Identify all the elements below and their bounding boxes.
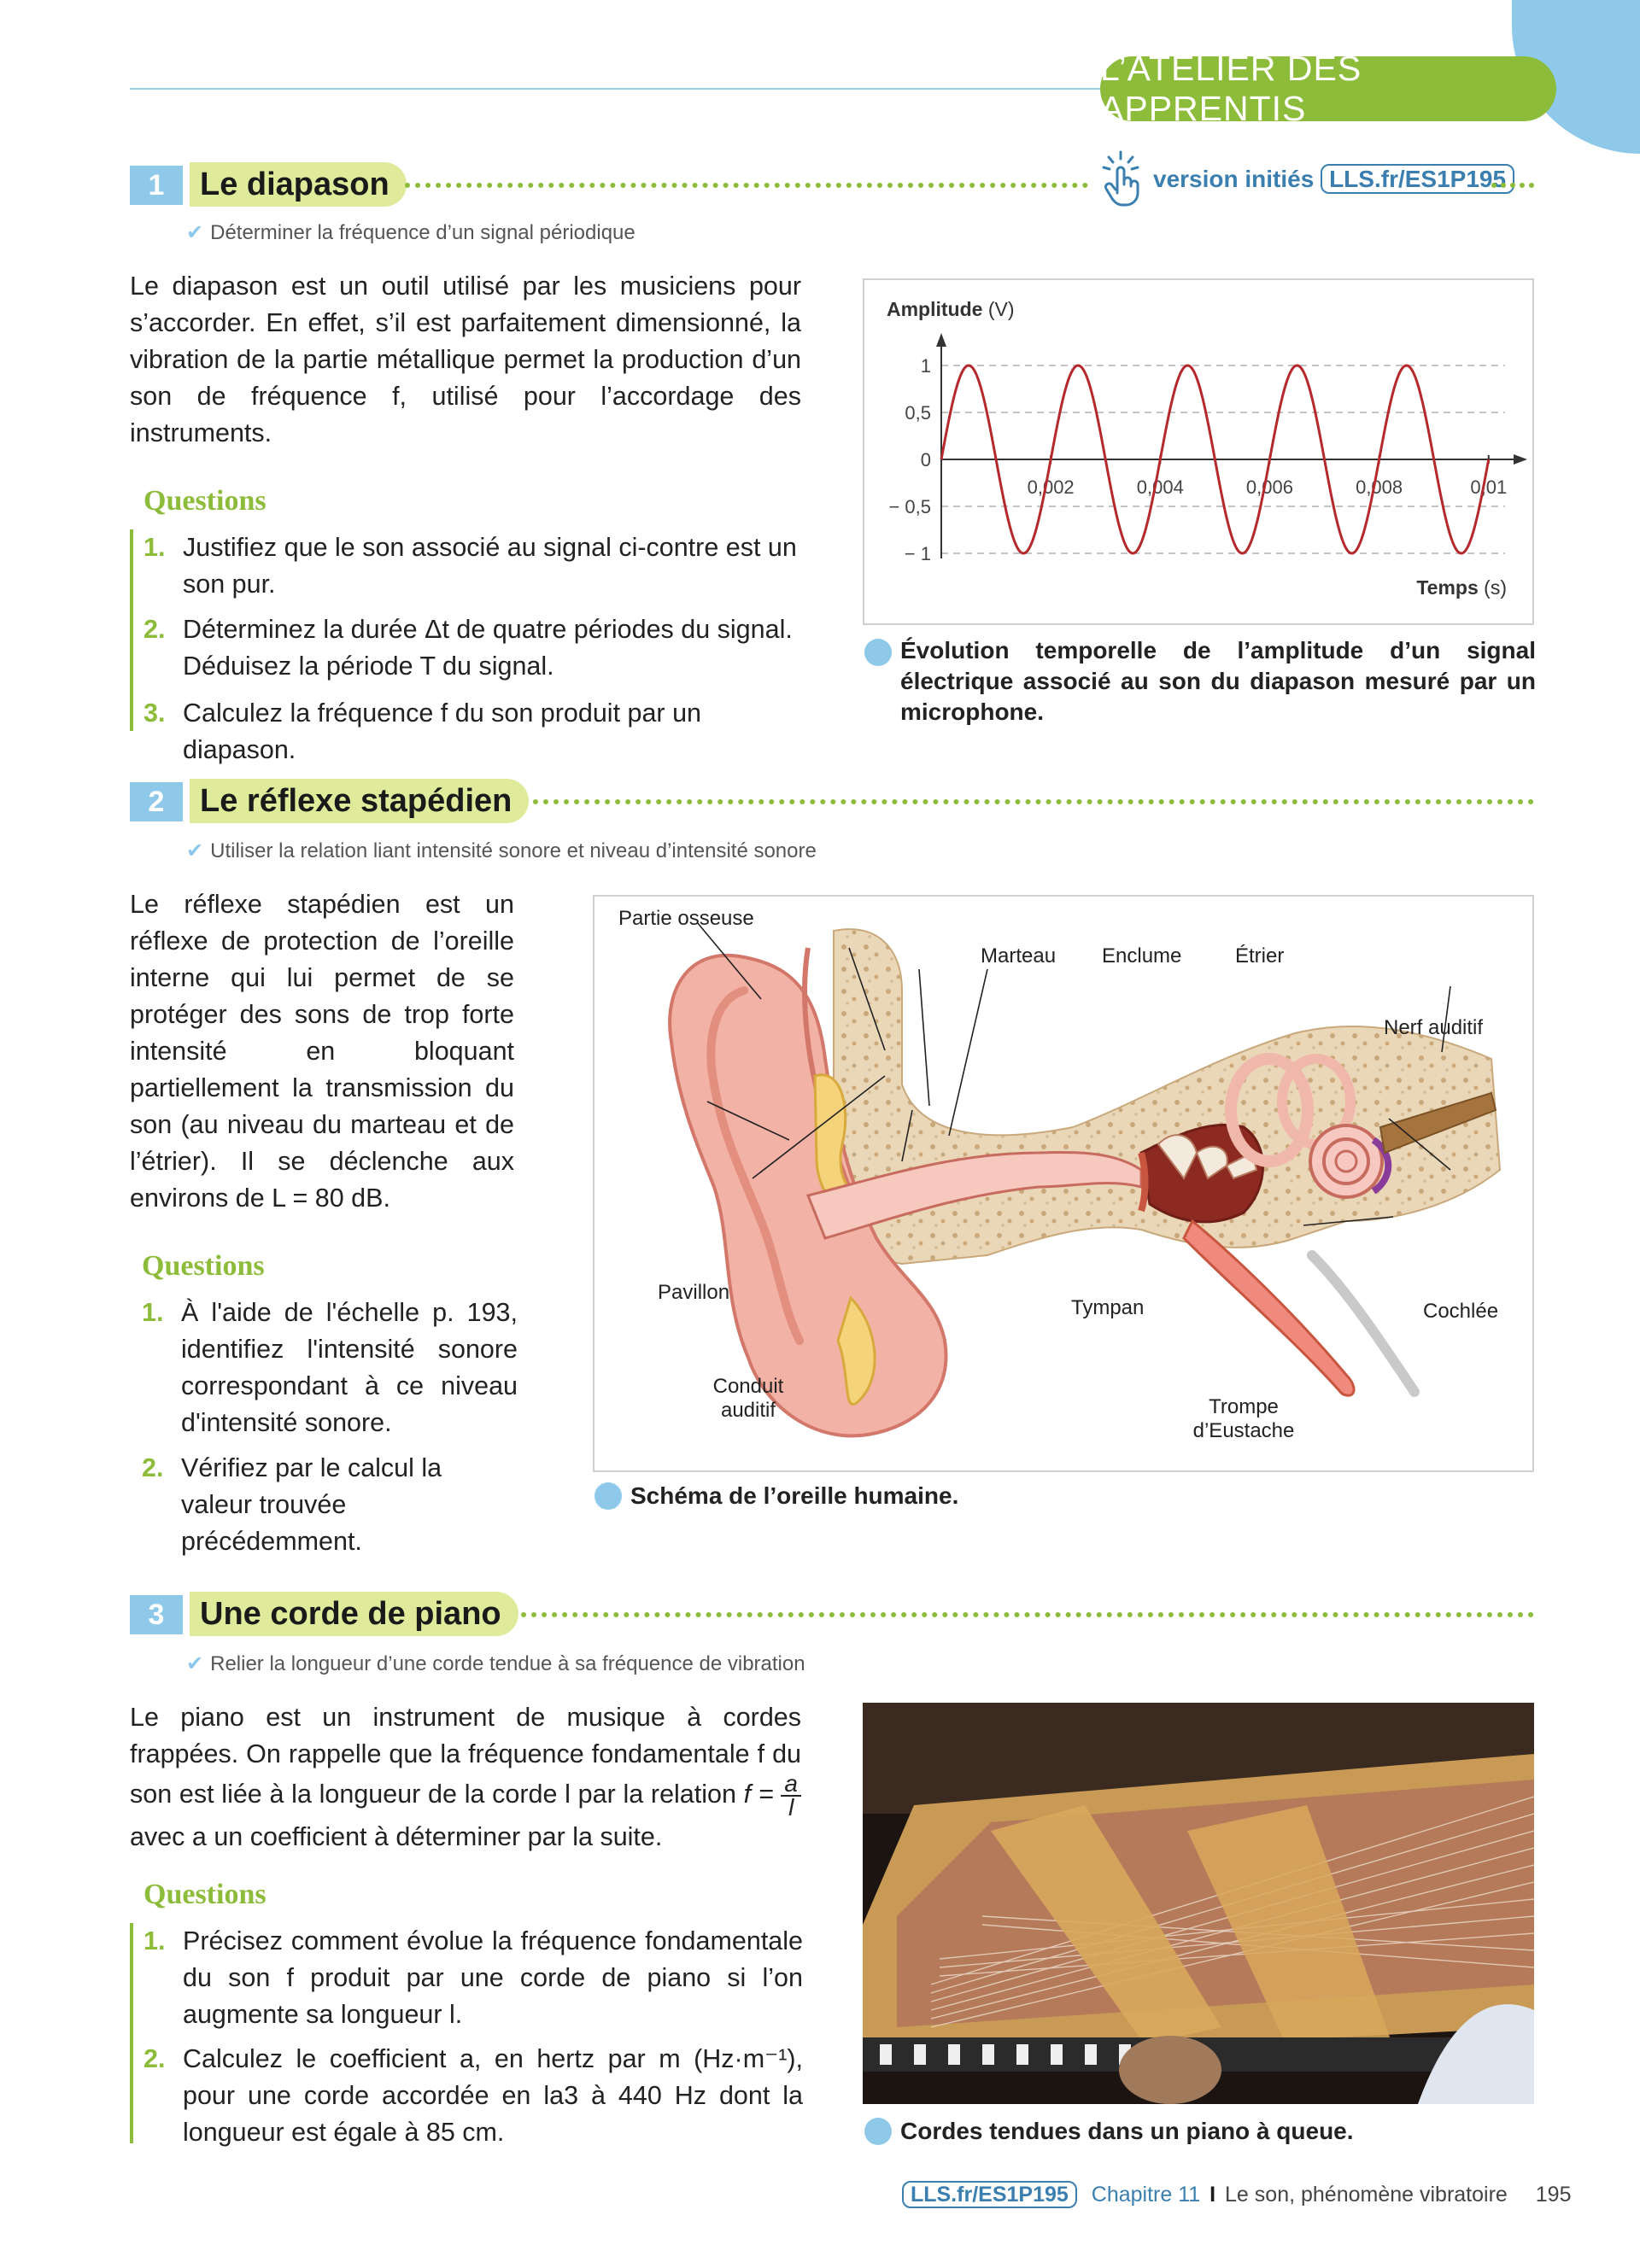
caption-dot xyxy=(864,2118,892,2145)
question-item: 2. Calculez le coefficient a, en hertz par m (Hz·m⁻¹), pour une corde accordée en la3 à 440 Hz dont la longueur est égale à 85 cm. xyxy=(144,2044,803,2147)
y-tick-label: 0 xyxy=(920,449,931,471)
section-number: 3 xyxy=(130,1595,183,1634)
x-axis-arrow xyxy=(1514,454,1527,465)
x-tick-label: 0,004 xyxy=(1136,476,1184,498)
section-title: Une corde de piano xyxy=(190,1592,518,1636)
footer-link[interactable]: LLS.fr/ES1P195 xyxy=(902,2181,1077,2208)
questions-heading: Questions xyxy=(144,1879,266,1910)
x-tick-label: 0,008 xyxy=(1356,476,1403,498)
label-cochlea: Cochlée xyxy=(1423,1300,1499,1323)
hand-pointer-icon xyxy=(1098,150,1143,210)
section-banner: L’ATELIER DES APPRENTIS xyxy=(1100,56,1556,121)
section-title: Le diapason xyxy=(190,162,407,207)
question-item: 1. À l'aide de l'échelle p. 193, identifiez l'intensité sonore correspondant à ce niveau d'intensité sonore. xyxy=(142,1298,518,1437)
footer-separator: I xyxy=(1210,2183,1216,2207)
page-number: 195 xyxy=(1535,2183,1572,2207)
section-title: Le réflexe stapédien xyxy=(190,779,529,823)
label-anvil: Enclume xyxy=(1102,944,1182,967)
piano-photo xyxy=(863,1703,1534,2104)
version-link-code[interactable]: LLS.fr/ES1P195 xyxy=(1321,164,1514,194)
x-tick-label: 0,01 xyxy=(1470,476,1508,498)
ear-diagram xyxy=(593,895,1534,1472)
dotted-rule xyxy=(533,799,1534,804)
caption-dot xyxy=(594,1482,622,1510)
version-link-label: version initiés xyxy=(1153,166,1315,192)
questions-heading: Questions xyxy=(144,485,266,517)
chart-caption: Évolution temporelle de l’amplitude d’un signal électrique associé au son du diapason mesuré par un microphone. xyxy=(900,637,1536,725)
label-bone: Partie osseuse xyxy=(618,907,754,930)
signal-chart-svg xyxy=(864,280,1532,623)
objective: ✔ Utiliser la relation liant intensité sonore et niveau d’intensité sonore xyxy=(186,839,817,862)
check-icon: ✔ xyxy=(186,839,204,862)
label-eustachian: Trompe d’Eustache xyxy=(1192,1395,1295,1442)
x-axis-label: Temps (s) xyxy=(1416,576,1507,599)
intro-paragraph: Le diapason est un outil utilisé par les musiciens pour s’accorder. En effet, s’il est parfaitement dimensionné, la vibration de la partie métallique permet la production d’un son de fréquence f, utilisé pour l’accordage des instruments. xyxy=(130,272,801,447)
check-icon: ✔ xyxy=(186,1652,204,1675)
y-tick-label: − 1 xyxy=(904,543,931,564)
label-hammer: Marteau xyxy=(981,944,1057,967)
footer-chapter-title: Le son, phénomène vibratoire xyxy=(1225,2183,1508,2207)
question-item: 2. Vérifiez par le calcul la valeur trouvée précédemment. xyxy=(142,1453,442,1556)
check-icon: ✔ xyxy=(186,221,204,244)
diagram-caption: Schéma de l’oreille humaine. xyxy=(630,1482,959,1509)
label-pinna: Pavillon xyxy=(658,1281,730,1304)
questions-bar xyxy=(130,1923,133,2143)
intro-paragraph: Le réflexe stapédien est un réflexe de protection de l’oreille interne qui lui permet de se protéger des sons de trop forte intensité en bloquant partiellement la transmission du son (au niveau du marteau et de l’étrier). Il se déclenche aux environs de L = 80 dB. xyxy=(130,890,514,1213)
footer xyxy=(902,2183,1571,2207)
label-eardrum: Tympan xyxy=(1071,1296,1145,1319)
photo-caption: Cordes tendues dans un piano à queue. xyxy=(900,2118,1354,2144)
version-link[interactable] xyxy=(1153,166,1514,193)
signal-chart xyxy=(863,278,1534,625)
section-number: 2 xyxy=(130,782,183,821)
question-item: 1. Précisez comment évolue la fréquence fondamentale du son f produit par une corde de piano si l’on augmente sa longueur l. xyxy=(144,1926,803,2029)
label-stirrup: Étrier xyxy=(1235,944,1285,967)
y-tick-label: 0,5 xyxy=(905,402,931,424)
questions-heading: Questions xyxy=(142,1250,265,1282)
y-axis-arrow xyxy=(936,333,946,347)
question-item: 2. Déterminez la durée Δt de quatre périodes du signal. Déduisez la période T du signal. xyxy=(144,615,793,681)
objective: ✔ Déterminer la fréquence d’un signal périodique xyxy=(186,221,636,244)
dotted-rule-end xyxy=(1491,183,1534,188)
caption-dot xyxy=(864,639,892,666)
y-tick-label: 1 xyxy=(920,355,931,377)
formula: f = $\frac{a}{l}$ xyxy=(744,1780,801,1809)
question-item: 1. Justifiez que le son associé au signal ci-contre est un son pur. xyxy=(144,533,797,599)
label-canal: Conduit auditif xyxy=(712,1375,784,1422)
x-tick-label: 0,006 xyxy=(1245,476,1293,498)
questions-bar xyxy=(130,529,133,731)
question-item: 3. Calculez la fréquence f du son produit par un diapason. xyxy=(144,699,701,764)
footer-chapter: Chapitre 11 xyxy=(1091,2183,1201,2207)
label-nerve: Nerf auditif xyxy=(1384,1016,1484,1039)
section-number: 1 xyxy=(130,166,183,205)
dotted-rule xyxy=(521,1612,1534,1617)
y-axis-label: Amplitude (V) xyxy=(887,298,1015,320)
objective: ✔ Relier la longueur d’une corde tendue à sa fréquence de vibration xyxy=(186,1652,805,1675)
intro-paragraph: Le piano est un instrument de musique à cordes frappées. On rappelle que la fréquence fondamentale f du son est liée à la longueur de la corde l par la relation f = $\frac{a}{l}$ avec a un coefficient à déterminer par la suite. xyxy=(130,1703,801,1851)
header-rule xyxy=(130,88,1146,90)
x-tick-label: 0,002 xyxy=(1027,476,1075,498)
y-tick-label: − 0,5 xyxy=(888,496,931,517)
dotted-rule xyxy=(405,183,1088,188)
